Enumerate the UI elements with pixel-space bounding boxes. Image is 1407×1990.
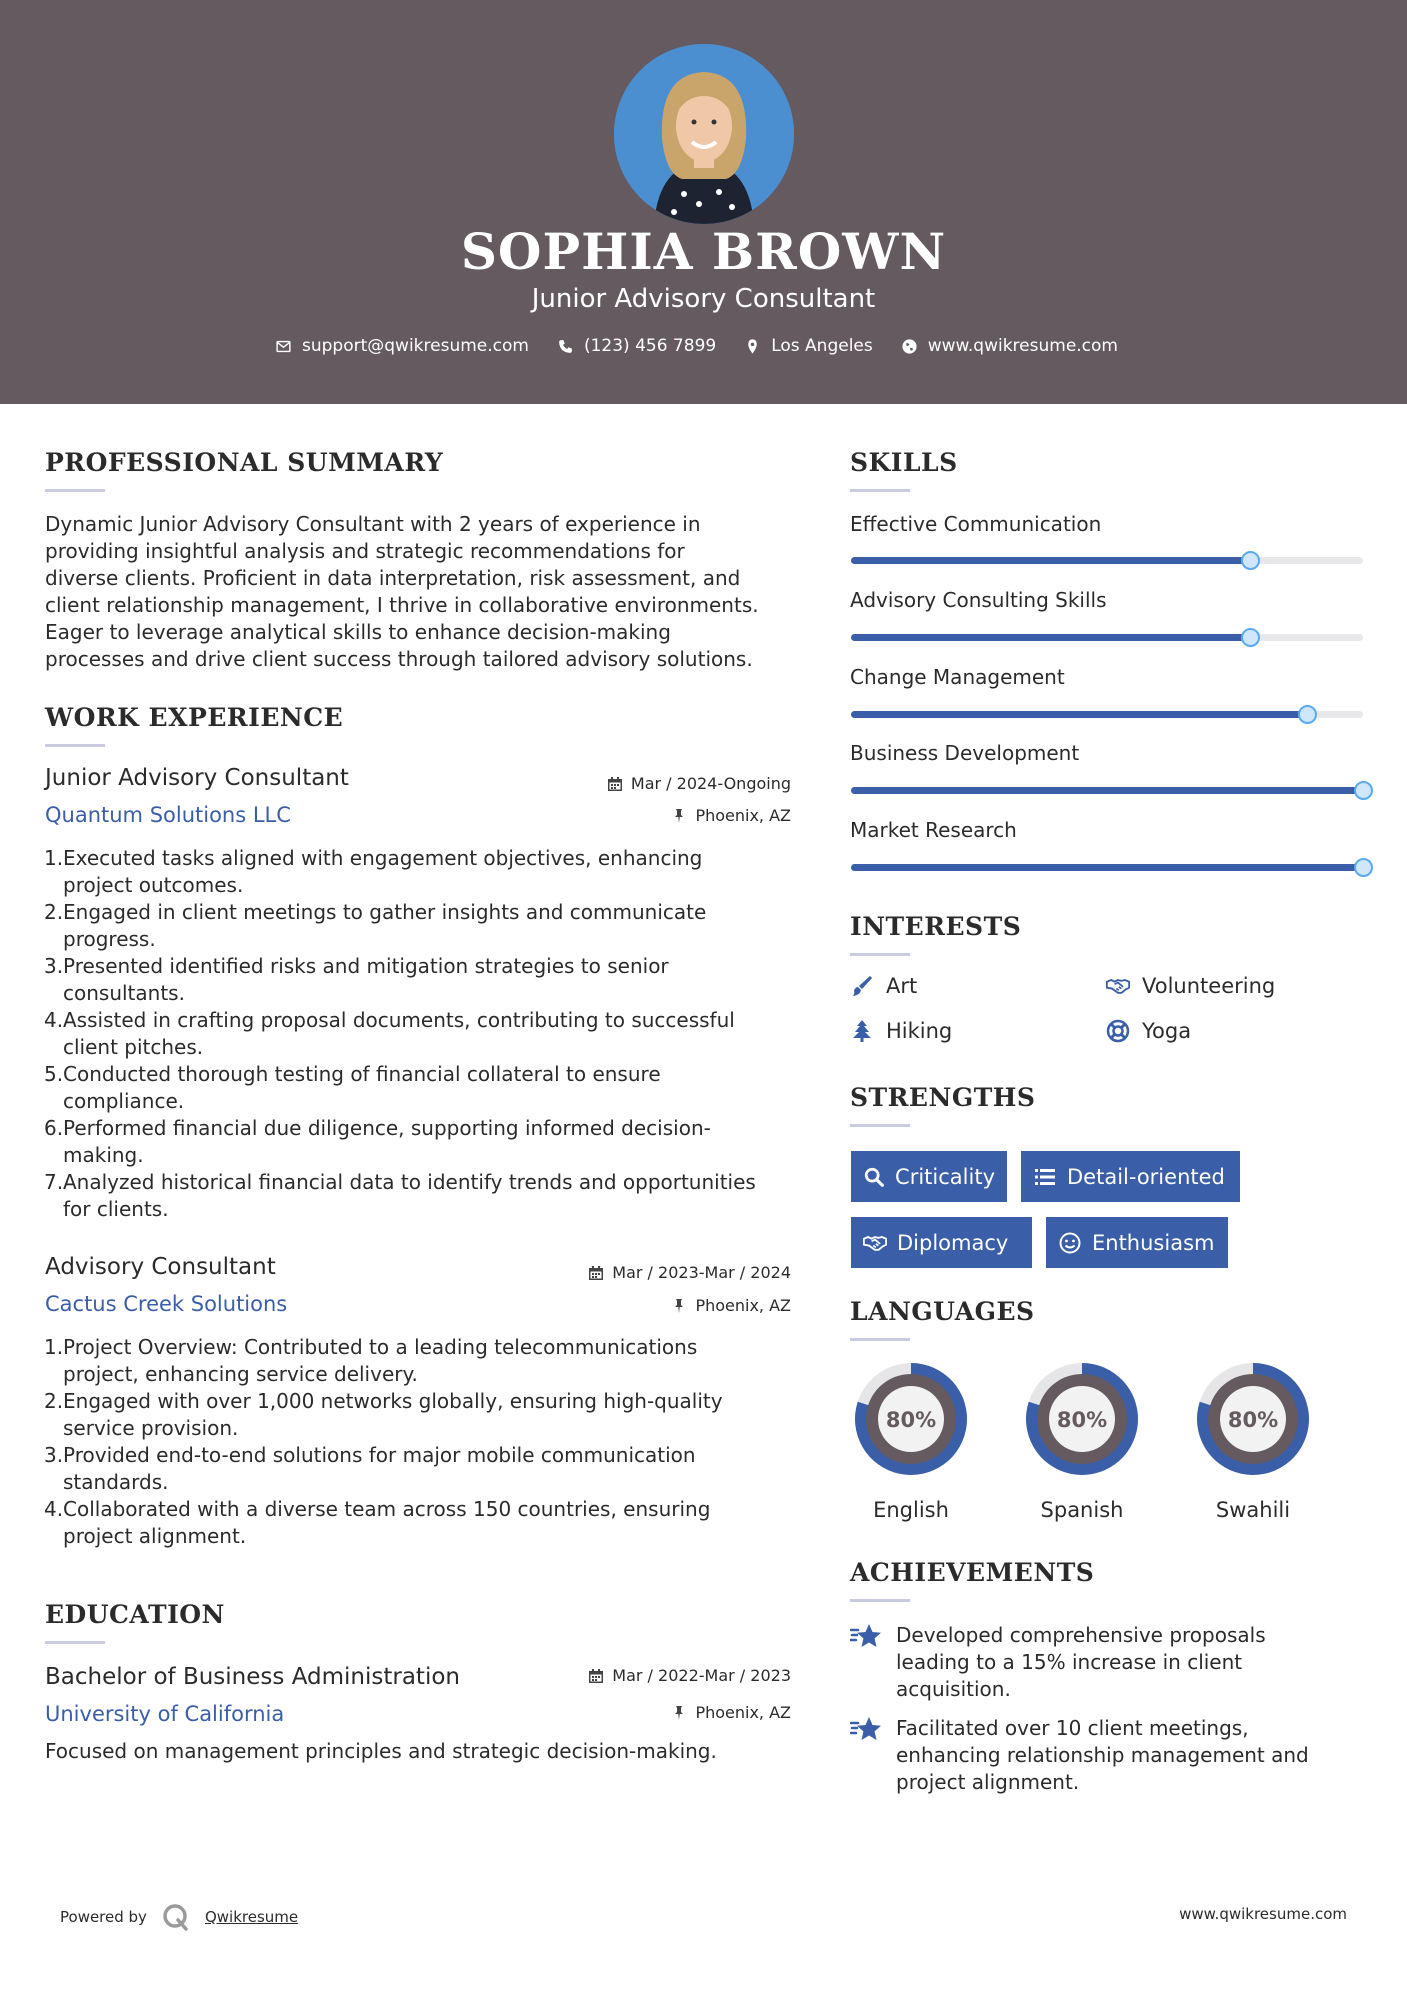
- list-item: 5. Conducted thorough testing of financial collateral to ensure compliance.: [44, 1062, 661, 1113]
- handshake-icon: [1106, 974, 1130, 998]
- profile-photo: [614, 44, 794, 224]
- language-ring: [1021, 1358, 1143, 1480]
- skill-bar: [851, 711, 1363, 718]
- achievements-heading: ACHIEVEMENTS: [850, 1558, 1095, 1587]
- list-item: 2. Engaged in client meetings to gather insights and communicate progress.: [44, 900, 707, 951]
- calendar-icon: [588, 1668, 604, 1684]
- skill-bar: [851, 864, 1363, 871]
- skill-fill: [851, 557, 1250, 564]
- list-icon: [1033, 1165, 1057, 1189]
- language-item: [1021, 1358, 1143, 1522]
- list-item: 3. Provided end-to-end solutions for major mobile communication standards.: [44, 1443, 696, 1494]
- summary-heading: PROFESSIONAL SUMMARY: [45, 448, 444, 477]
- interest-label: Art: [886, 974, 918, 998]
- lifering-icon: [1106, 1019, 1130, 1043]
- education-date-text: Mar / 2022-Mar / 2023: [612, 1666, 791, 1685]
- header-banner: [0, 0, 1407, 404]
- school-name: University of California: [45, 1702, 285, 1726]
- strength-label: Diplomacy: [897, 1230, 1009, 1255]
- languages-heading: LANGUAGES: [850, 1297, 1035, 1326]
- pushpin-icon: [671, 1298, 687, 1314]
- achievement-line: leading to a 15% increase in client: [896, 1650, 1243, 1674]
- contact-email[interactable]: [275, 336, 529, 356]
- language-item: [1192, 1358, 1314, 1522]
- location-text: Los Angeles: [771, 336, 873, 356]
- education-location-text: Phoenix, AZ: [695, 1703, 791, 1722]
- paintbrush-icon: [850, 974, 874, 998]
- job-date: [607, 774, 791, 793]
- skill-name: Market Research: [850, 818, 1017, 842]
- summary-line: diverse clients. Proficient in data interpretation, risk assessment, and: [45, 566, 741, 590]
- strength-badge: [1021, 1151, 1240, 1202]
- job-company: Quantum Solutions LLC: [45, 803, 291, 827]
- degree-title: Bachelor of Business Administration: [45, 1664, 460, 1690]
- achievement-line: project alignment.: [896, 1770, 1080, 1794]
- skill-knob: [1241, 551, 1260, 570]
- interest-item: [850, 1019, 952, 1043]
- contact-phone[interactable]: [557, 336, 716, 356]
- handshake-icon: [863, 1231, 887, 1255]
- interest-item: [1106, 1019, 1191, 1043]
- star-icon: [850, 1622, 882, 1652]
- skill-bar: [851, 787, 1363, 794]
- interest-item: [850, 974, 917, 998]
- strength-badge: [851, 1217, 1032, 1268]
- pushpin-icon: [671, 808, 687, 824]
- list-item: 3. Presented identified risks and mitigation strategies to senior consultants.: [44, 954, 669, 1005]
- language-name: English: [873, 1498, 949, 1522]
- achievements-underline: [850, 1599, 910, 1602]
- education-heading: EDUCATION: [45, 1600, 225, 1629]
- list-item: 7. Analyzed historical financial data to identify trends and opportunities for clients.: [44, 1170, 756, 1221]
- phone-text: (123) 456 7899: [583, 336, 717, 356]
- footer-website-link[interactable]: www.qwikresume.com: [1179, 1905, 1347, 1923]
- job-date-text: Mar / 2023-Mar / 2024: [612, 1263, 791, 1282]
- skill-fill: [851, 864, 1363, 871]
- education-description: Focused on management principles and strategic decision-making.: [45, 1739, 717, 1763]
- education-location: [671, 1703, 791, 1722]
- achievement-line: enhancing relationship management and: [896, 1743, 1309, 1767]
- achievement-line: Developed comprehensive proposals: [896, 1623, 1266, 1647]
- job-title: Advisory Consultant: [45, 1254, 276, 1280]
- language-item: [850, 1358, 972, 1522]
- powered-by-text: Powered by: [60, 1908, 147, 1926]
- job-company: Cactus Creek Solutions: [45, 1292, 288, 1316]
- strength-label: Criticality: [895, 1164, 995, 1189]
- achievement-item: [850, 1715, 1370, 1796]
- strengths-underline: [850, 1124, 910, 1127]
- skills-heading: SKILLS: [850, 448, 958, 477]
- website-text: www.qwikresume.com: [927, 336, 1118, 356]
- contact-bar: [0, 336, 1407, 356]
- skill-fill: [851, 634, 1250, 641]
- language-percent-label: 80%: [885, 1408, 937, 1432]
- summary-line: Dynamic Junior Advisory Consultant with 2 years of experience in: [45, 512, 701, 536]
- achievement-line: Facilitated over 10 client meetings,: [896, 1716, 1249, 1740]
- strength-label: Enthusiasm: [1092, 1230, 1215, 1255]
- language-ring: [850, 1358, 972, 1480]
- strengths-heading: STRENGTHS: [850, 1083, 1036, 1112]
- skill-knob: [1354, 858, 1373, 877]
- map-pin-icon: [744, 338, 761, 355]
- calendar-icon: [588, 1265, 604, 1281]
- skill-name: Change Management: [850, 665, 1065, 689]
- language-name: Spanish: [1040, 1498, 1124, 1522]
- list-item: 2. Engaged with over 1,000 networks globally, ensuring high-quality service provision.: [44, 1389, 723, 1440]
- pushpin-icon: [671, 1705, 687, 1721]
- strength-label: Detail-oriented: [1067, 1164, 1225, 1189]
- job-location-text: Phoenix, AZ: [695, 1296, 791, 1315]
- interest-label: Volunteering: [1142, 974, 1276, 998]
- search-icon: [863, 1165, 885, 1189]
- job-location: [671, 1296, 791, 1315]
- achievement-item: [850, 1622, 1370, 1703]
- skill-name: Effective Communication: [850, 512, 1102, 536]
- job-bullets: [44, 1334, 794, 1550]
- contact-location: [744, 336, 873, 356]
- summary-line: Eager to leverage analytical skills to enhance decision-making: [45, 620, 671, 644]
- candidate-title: Junior Advisory Consultant: [531, 284, 876, 314]
- interests-underline: [850, 953, 910, 956]
- interests-heading: INTERESTS: [850, 912, 1022, 941]
- summary-line: processes and drive client success through tailored advisory solutions.: [45, 647, 753, 671]
- interest-label: Hiking: [886, 1019, 953, 1043]
- interest-item: [1106, 974, 1275, 998]
- summary-line: providing insightful analysis and strategic recommendations for: [45, 539, 685, 563]
- summary-underline: [45, 489, 105, 492]
- summary-line: client relationship management, I thrive in collaborative environments.: [45, 593, 759, 617]
- email-text: support@qwikresume.com: [302, 336, 529, 356]
- list-item: 4. Collaborated with a diverse team across 150 countries, ensuring project alignment.: [44, 1497, 711, 1548]
- education-underline: [45, 1641, 105, 1644]
- job-title: Junior Advisory Consultant: [45, 765, 349, 791]
- languages-underline: [850, 1338, 910, 1341]
- job-date-text: Mar / 2024-Ongoing: [630, 774, 791, 793]
- job-date: [588, 1263, 791, 1282]
- list-item: 1. Project Overview: Contributed to a leading telecommunications project, enhancing service delivery.: [44, 1335, 698, 1386]
- skill-knob: [1298, 705, 1317, 724]
- job-location: [671, 806, 791, 825]
- tree-icon: [850, 1019, 874, 1043]
- interest-label: Yoga: [1142, 1019, 1192, 1043]
- list-item: 1. Executed tasks aligned with engagement objectives, enhancing project outcomes.: [44, 846, 703, 897]
- language-ring: [1192, 1358, 1314, 1480]
- summary-text: [45, 511, 805, 673]
- skill-knob: [1354, 781, 1373, 800]
- strength-badge: [1046, 1217, 1228, 1268]
- education-date: [588, 1666, 791, 1685]
- language-name: Swahili: [1215, 1498, 1291, 1522]
- star-icon: [850, 1715, 882, 1745]
- language-percent-label: 80%: [1056, 1408, 1108, 1432]
- job-location-text: Phoenix, AZ: [695, 806, 791, 825]
- job-bullets: [44, 845, 794, 1223]
- skill-knob: [1241, 628, 1260, 647]
- footer-powered-by: [60, 1902, 298, 1932]
- skill-bar: [851, 557, 1363, 564]
- calendar-icon: [607, 776, 623, 792]
- skill-fill: [851, 711, 1307, 718]
- experience-underline: [45, 744, 105, 747]
- skill-bar: [851, 634, 1363, 641]
- brand-link[interactable]: Qwikresume: [204, 1908, 299, 1926]
- envelope-icon: [275, 338, 292, 355]
- skills-underline: [850, 489, 910, 492]
- achievement-line: acquisition.: [896, 1677, 1011, 1701]
- experience-heading: WORK EXPERIENCE: [45, 703, 344, 732]
- qwikresume-logo-icon: [161, 1902, 191, 1932]
- skill-fill: [851, 787, 1363, 794]
- phone-icon: [557, 338, 574, 355]
- list-item: 4. Assisted in crafting proposal documents, contributing to successful client pitches.: [44, 1008, 735, 1059]
- candidate-name: SOPHIA BROWN: [460, 222, 947, 281]
- globe-icon: [901, 338, 918, 355]
- smile-icon: [1058, 1231, 1082, 1255]
- list-item: 6. Performed financial due diligence, supporting informed decision- making.: [44, 1116, 711, 1167]
- skill-name: Business Development: [850, 741, 1080, 765]
- language-percent-label: 80%: [1227, 1408, 1279, 1432]
- skill-name: Advisory Consulting Skills: [850, 588, 1107, 612]
- strength-badge: [851, 1151, 1007, 1202]
- contact-website[interactable]: [901, 336, 1118, 356]
